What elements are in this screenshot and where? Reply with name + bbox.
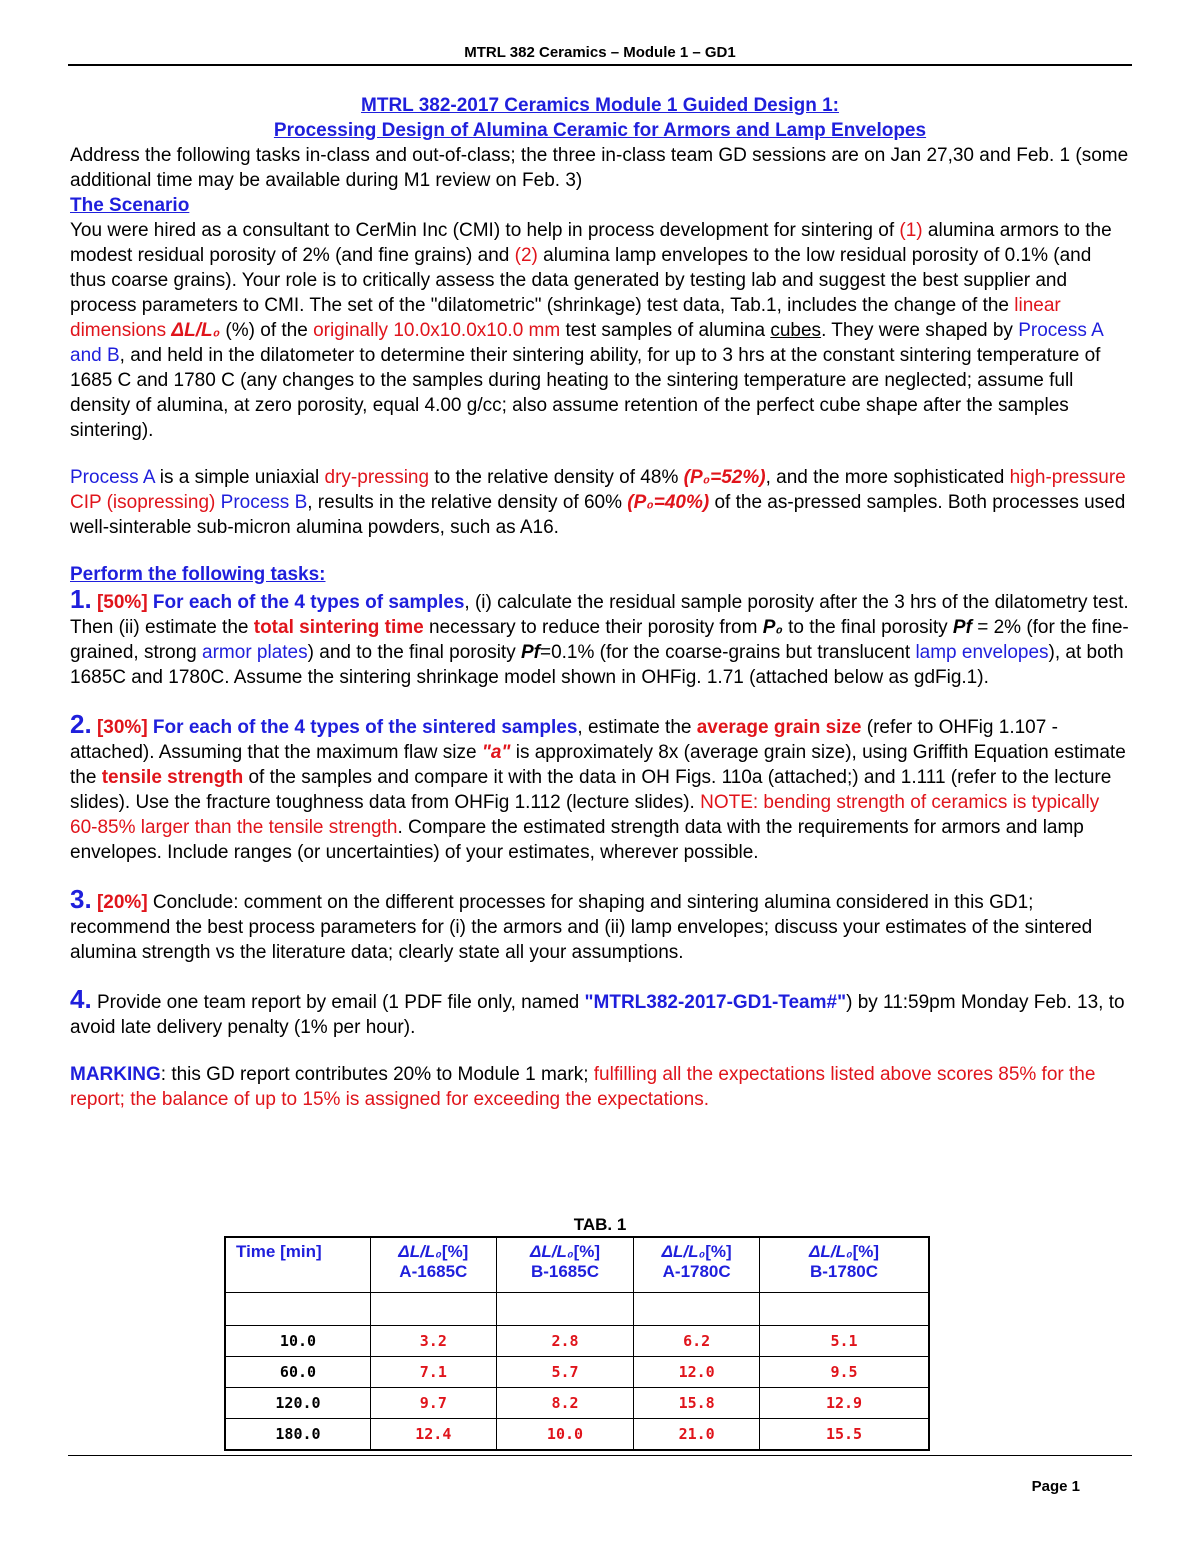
text: to the relative density of 48% bbox=[429, 467, 684, 488]
text: [20%] bbox=[91, 892, 148, 913]
table-cell bbox=[496, 1293, 634, 1326]
table-cell bbox=[634, 1293, 760, 1326]
shrinkage-table bbox=[224, 1236, 930, 1451]
text: 4. bbox=[70, 984, 92, 1014]
text: cubes bbox=[770, 320, 822, 341]
value-cell: 3.2 bbox=[370, 1326, 496, 1357]
text: [%] bbox=[441, 1242, 469, 1261]
text: , and the more sophisticated bbox=[765, 467, 1010, 488]
text: For each of the 4 types of the sintered samples bbox=[147, 717, 578, 738]
text: For each of the 4 types of samples bbox=[147, 592, 465, 613]
text: [%] bbox=[573, 1242, 601, 1261]
text: alumina lamp envelopes to the low residual porosity of 0.1% (and thus coarse grains). Your role is to critically assess the data generated by testing lab and suggest the best supplier and process parameters to CMI. The set of the "dilatometric" (shrinkage) test data, Tab.1, includes the change of the bbox=[70, 245, 1092, 316]
text: "MTRL382-2017-GD1-Team#" bbox=[584, 992, 847, 1013]
value-cell: 15.5 bbox=[760, 1419, 930, 1451]
text: Process B bbox=[215, 492, 308, 513]
column-header bbox=[760, 1237, 930, 1293]
tasks-heading: Perform the following tasks: bbox=[70, 564, 326, 585]
text: P₀ bbox=[762, 617, 783, 638]
text: ΔL/L₀ bbox=[171, 320, 221, 341]
text: Process A bbox=[70, 467, 155, 488]
document-title bbox=[70, 93, 1130, 143]
table-header-row bbox=[225, 1237, 929, 1293]
text: , and held in the dilatometer to determine their sintering ability, for up to 3 hrs at the constant sintering temperature of 1685 C and 1780 C (any changes to the samples during heating to the sintering temperature are neglected; assume full density of alumina, at zero porosity, equal 4.00 g/cc; also assume retention of the perfect cube shape after the samples sintering). bbox=[70, 345, 1101, 441]
text: MARKING bbox=[70, 1064, 161, 1085]
text: [50%] bbox=[91, 592, 148, 613]
task-1 bbox=[70, 584, 1130, 690]
text: armor plates bbox=[202, 642, 308, 663]
text: [%] bbox=[705, 1242, 732, 1261]
text: lamp envelopes bbox=[915, 642, 1049, 663]
text: (%) of the bbox=[220, 320, 314, 341]
text: (P₀=40%) bbox=[627, 492, 710, 513]
value-cell: 8.2 bbox=[496, 1388, 634, 1419]
text: ) and to the final porosity bbox=[307, 642, 521, 663]
value-cell: 21.0 bbox=[634, 1419, 760, 1451]
text: Conclude: comment on the different processes for shaping and sintering alumina considered in this GD1; recommend the best process parameters for (i) the armors and (ii) lamp envelopes; discuss your estimates of the sintered alumina strength vs the literature data; clearly state all your assumptions. bbox=[70, 892, 1093, 963]
text: Process A and B bbox=[70, 320, 1103, 366]
value-cell: 5.7 bbox=[496, 1357, 634, 1388]
text: B-1780C bbox=[809, 1262, 879, 1281]
value-cell: 12.4 bbox=[370, 1419, 496, 1451]
text: B-1685C bbox=[530, 1262, 599, 1281]
time-cell: 180.0 bbox=[225, 1419, 370, 1451]
text: Pf bbox=[520, 642, 540, 663]
intro-paragraph: Address the following tasks in-class and out-of-class; the three in-class team GD sessions are on Jan 27,30 and Feb. 1 (some additional time may be available during M1 review on Feb. 3) bbox=[70, 145, 1129, 191]
text: is approximately 8x (average grain size), using Griffith Equation estimate the bbox=[70, 742, 1126, 788]
time-cell: 60.0 bbox=[225, 1357, 370, 1388]
column-header bbox=[634, 1237, 760, 1293]
text: dry-pressing bbox=[324, 467, 430, 488]
page-number: Page 1 bbox=[1031, 1478, 1080, 1495]
text: 1. bbox=[70, 584, 92, 614]
text: ΔL/L₀ bbox=[661, 1242, 706, 1261]
column-header bbox=[496, 1237, 634, 1293]
text: 2. bbox=[70, 709, 92, 739]
text: . Compare the estimated strength data with the requirements for armors and lamp envelopes. Include ranges (or uncertainties) of your estimates, wherever possible. bbox=[70, 817, 1084, 863]
text: necessary to reduce their porosity from bbox=[423, 617, 763, 638]
text: is a simple uniaxial bbox=[154, 467, 325, 488]
text: originally 10.0x10.0x10.0 mm bbox=[313, 320, 561, 341]
table-row bbox=[225, 1388, 929, 1419]
text: (1) bbox=[899, 220, 923, 241]
column-header-time: Time [min] bbox=[225, 1237, 370, 1293]
table-row-empty bbox=[225, 1293, 929, 1326]
scenario-heading: The Scenario bbox=[70, 195, 190, 216]
value-cell: 9.5 bbox=[760, 1357, 930, 1388]
marking-paragraph bbox=[70, 1062, 1130, 1112]
text: A-1780C bbox=[662, 1262, 731, 1281]
text: ) by 11:59pm Monday Feb. 13, to avoid late delivery penalty (1% per hour). bbox=[70, 992, 1125, 1038]
scenario-paragraph bbox=[70, 218, 1130, 443]
value-cell: 6.2 bbox=[634, 1326, 760, 1357]
text: ΔL/L₀ bbox=[398, 1242, 442, 1261]
text: , (i) calculate the residual sample porosity after the 3 hrs of the dilatometry test. Then (ii) estimate the bbox=[70, 592, 1129, 638]
title-line-2: Processing Design of Alumina Ceramic for Armors and Lamp Envelopes bbox=[273, 120, 927, 141]
text: total sintering time bbox=[253, 617, 424, 638]
text: Pf bbox=[952, 617, 972, 638]
text: of the samples and compare it with the data in OH Figs. 110a (attached;) and 1.111 (refer to the lecture slides). Use the fracture toughness data from OHFig 1.112 (lecture slides). bbox=[70, 767, 1112, 813]
text: high-pressure CIP (isopressing) bbox=[70, 467, 1126, 513]
task-3 bbox=[70, 884, 1130, 965]
text: You were hired as a consultant to CerMin Inc (CMI) to help in process development for sintering of bbox=[70, 220, 900, 241]
value-cell: 7.1 bbox=[370, 1357, 496, 1388]
text: to the final porosity bbox=[782, 617, 953, 638]
text: Provide one team report by email (1 PDF file only, named bbox=[91, 992, 585, 1013]
value-cell: 10.0 bbox=[496, 1419, 634, 1451]
value-cell: 5.1 bbox=[760, 1326, 930, 1357]
column-header bbox=[370, 1237, 496, 1293]
text: = 2% (for the fine-grained, strong bbox=[70, 617, 1129, 663]
text: , estimate the bbox=[577, 717, 697, 738]
text: , results in the relative density of 60% bbox=[307, 492, 628, 513]
text: NOTE: bending strength of ceramics is typically 60-85% larger than the tensile strength bbox=[70, 792, 1100, 838]
text: [30%] bbox=[91, 717, 148, 738]
process-paragraph bbox=[70, 465, 1130, 540]
text: =0.1% (for the coarse-grains but translucent bbox=[539, 642, 916, 663]
text: (2) bbox=[514, 245, 538, 266]
task-4 bbox=[70, 984, 1130, 1040]
page-header: MTRL 382 Ceramics – Module 1 – GD1 bbox=[464, 44, 736, 61]
text: : this GD report contributes 20% to Module 1 mark; bbox=[160, 1064, 594, 1085]
document-body bbox=[70, 93, 1130, 1112]
text: . They were shaped by bbox=[821, 320, 1019, 341]
text: A-1685C bbox=[399, 1262, 468, 1281]
text: "a" bbox=[481, 742, 511, 763]
text: ΔL/L₀ bbox=[808, 1242, 853, 1261]
value-cell: 12.9 bbox=[760, 1388, 930, 1419]
text: fulfilling all the expectations listed above scores 85% for the report; the balance of up to 15% is assigned for exceeding the expectations. bbox=[70, 1064, 1096, 1110]
text: (refer to OHFig 1.107 - attached). Assuming that the maximum flaw size bbox=[70, 717, 1058, 763]
task-2 bbox=[70, 709, 1130, 865]
text: [%] bbox=[852, 1242, 880, 1261]
text: linear dimensions bbox=[70, 295, 1061, 341]
text: of the as-pressed samples. Both processes used well-sinterable sub-micron alumina powders, such as A16. bbox=[70, 492, 1126, 538]
value-cell: 12.0 bbox=[634, 1357, 760, 1388]
text: ), at both 1685C and 1780C. Assume the sintering shrinkage model shown in OHFig. 1.71 (attached below as gdFig.1). bbox=[70, 642, 1124, 688]
text: (P₀=52%) bbox=[683, 467, 766, 488]
table-cell bbox=[760, 1293, 930, 1326]
time-cell: 120.0 bbox=[225, 1388, 370, 1419]
table-row bbox=[225, 1419, 929, 1451]
footer-rule bbox=[68, 1455, 1132, 1456]
header-rule bbox=[68, 64, 1132, 66]
text: ΔL/L₀ bbox=[529, 1242, 574, 1261]
title-line-1: MTRL 382-2017 Ceramics Module 1 Guided Design 1: bbox=[361, 95, 839, 116]
table-title: TAB. 1 bbox=[573, 1215, 627, 1234]
table-cell bbox=[225, 1293, 370, 1326]
table-cell bbox=[370, 1293, 496, 1326]
value-cell: 9.7 bbox=[370, 1388, 496, 1419]
text: alumina armors to the modest residual porosity of 2% (and fine grains) and bbox=[70, 220, 1112, 266]
time-cell: 10.0 bbox=[225, 1326, 370, 1357]
table-row bbox=[225, 1357, 929, 1388]
value-cell: 15.8 bbox=[634, 1388, 760, 1419]
text: tensile strength bbox=[101, 767, 244, 788]
table-row bbox=[225, 1326, 929, 1357]
value-cell: 2.8 bbox=[496, 1326, 634, 1357]
text: average grain size bbox=[696, 717, 862, 738]
text: test samples of alumina bbox=[560, 320, 771, 341]
text: 3. bbox=[70, 884, 92, 914]
